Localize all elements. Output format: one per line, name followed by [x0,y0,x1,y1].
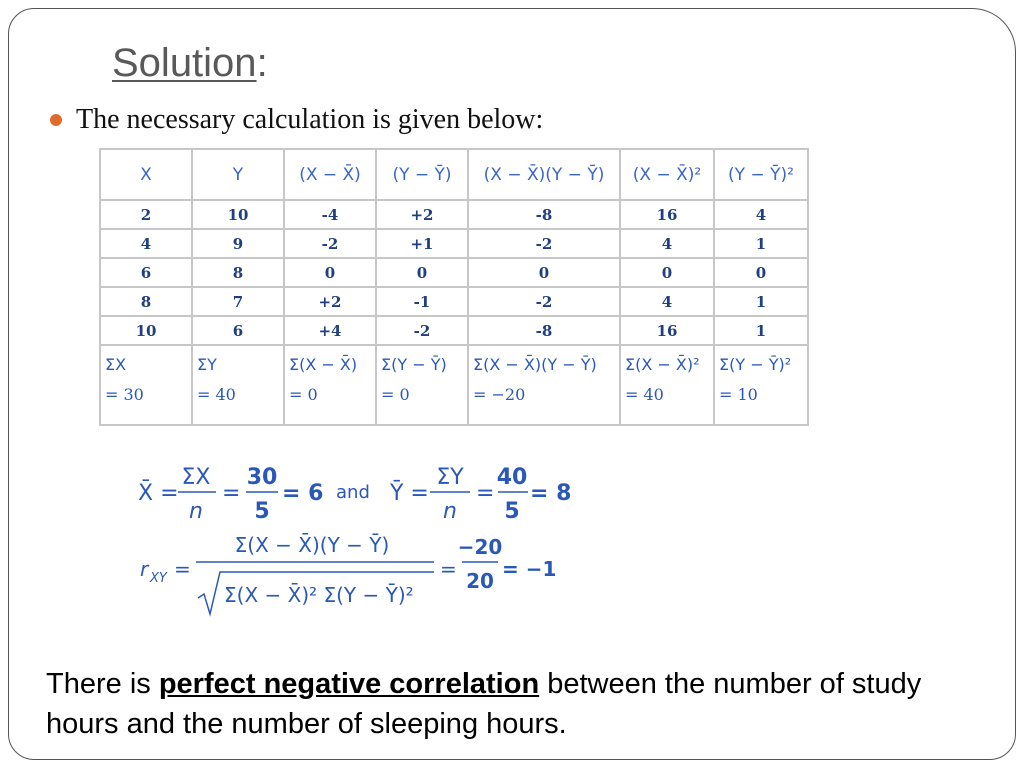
table-row [100,258,808,287]
table-cell: +2 [284,287,376,316]
table-cell: 1 [714,316,808,345]
table-cell: 4 [620,287,714,316]
bullet-text: The necessary calculation is given below: [76,104,544,135]
sum-expression: ΣY [197,355,217,374]
ybar-denominator: n [443,499,457,524]
table-row [100,200,808,229]
sum-expression: Σ(X − X̄)² [625,355,700,374]
table-cell: 1 [714,287,808,316]
table-cell: 6 [192,316,284,345]
title-text: Solution [112,41,257,85]
header-cell: (X − X̄)² [620,149,714,200]
xbar-numerator: ΣX [181,465,211,490]
table-cell: 9 [192,229,284,258]
header-cell: (X − X̄) [284,149,376,200]
sum-cell [714,345,808,425]
sum-value: = 10 [719,385,758,404]
table-row [100,287,808,316]
r-symbol: r [140,557,149,581]
conclusion-emphasis: perfect negative correlation [158,668,540,700]
table-cell: 0 [620,258,714,287]
sum-value: = 40 [197,385,236,404]
table-cell: 0 [284,258,376,287]
ybar-result: = 8 [530,481,572,506]
table-cell: 8 [192,258,284,287]
sum-value: = −20 [473,385,526,404]
sum-value: = 0 [289,385,318,404]
header-cell: (X − X̄)(Y − Ȳ) [468,149,620,200]
title-colon: : [256,41,268,85]
sum-expression: Σ(X − X̄)(Y − Ȳ) [473,355,597,374]
sum-cell [284,345,376,425]
sum-expression: Σ(Y − Ȳ) [381,355,447,374]
table-cell: 0 [714,258,808,287]
and-word: and [336,482,370,503]
sum-expression: Σ(X − X̄) [289,355,358,374]
table-row [100,316,808,345]
xbar-lhs: X̄ = [138,481,179,506]
r-numerator-value: −20 [457,535,503,559]
bullet-dot-icon [50,114,62,126]
r-denominator: Σ(X − X̄)² Σ(Y − Ȳ)² [224,583,414,607]
table-cell: 0 [376,258,468,287]
table-cell: -8 [468,200,620,229]
svg-text:=: = [222,481,241,506]
table-cell: 4 [100,229,192,258]
mean-formula [138,462,578,526]
sum-expression: Σ(Y − Ȳ)² [719,355,792,374]
table-cell: +2 [376,200,468,229]
conclusion-text [46,664,976,744]
xbar-result: = 6 [282,481,324,506]
ybar-denominator-value: 5 [504,499,520,524]
table-cell: 10 [100,316,192,345]
svg-text:=: = [174,557,191,581]
svg-text:=: = [440,557,457,581]
table-cell: 10 [192,200,284,229]
r-numerator: Σ(X − X̄)(Y − Ȳ) [234,533,390,557]
conclusion-before: There is [46,668,159,700]
sum-value: = 0 [381,385,410,404]
table-cell: -2 [284,229,376,258]
table-cell: 6 [100,258,192,287]
table-cell: -8 [468,316,620,345]
table-sum-row [100,345,808,425]
header-cell: Y [192,149,284,200]
r-denominator-value: 20 [466,569,494,593]
table-cell: +4 [284,316,376,345]
table-cell: 8 [100,287,192,316]
sum-cell [468,345,620,425]
r-subscript: XY [150,571,167,586]
table-row [100,229,808,258]
table-cell: -4 [284,200,376,229]
table-cell: 16 [620,200,714,229]
sum-cell [192,345,284,425]
table-cell: 16 [620,316,714,345]
ybar-lhs: Ȳ = [390,481,429,506]
table-cell: -2 [468,287,620,316]
table-header-row [100,149,808,200]
calculation-table [99,148,809,426]
table-cell: 1 [714,229,808,258]
xbar-numerator-value: 30 [246,465,278,490]
conclusion-after: between the number of study hours and the number of sleeping hours. [46,668,922,740]
xbar-denominator-value: 5 [254,499,270,524]
sum-value: = 40 [625,385,664,404]
table-cell: -1 [376,287,468,316]
r-result: = −1 [502,557,557,581]
table-cell: 7 [192,287,284,316]
table-cell: +1 [376,229,468,258]
header-cell: (Y − Ȳ) [376,149,468,200]
ybar-numerator-value: 40 [496,465,528,490]
table-cell: 2 [100,200,192,229]
sum-expression: ΣX [105,355,127,374]
table-cell: -2 [468,229,620,258]
svg-text:=: = [476,481,495,506]
sum-cell [620,345,714,425]
slide-title [112,38,268,88]
correlation-formula [138,528,578,620]
sum-cell [100,345,192,425]
table-cell: 4 [620,229,714,258]
header-cell: (Y − Ȳ)² [714,149,808,200]
bullet-item [50,102,543,138]
table-cell: 0 [468,258,620,287]
table-cell: -2 [376,316,468,345]
sum-cell [376,345,468,425]
ybar-numerator: ΣY [436,465,464,490]
sum-value: = 30 [105,385,144,404]
table-cell: 4 [714,200,808,229]
xbar-denominator: n [189,499,203,524]
header-cell: X [100,149,192,200]
